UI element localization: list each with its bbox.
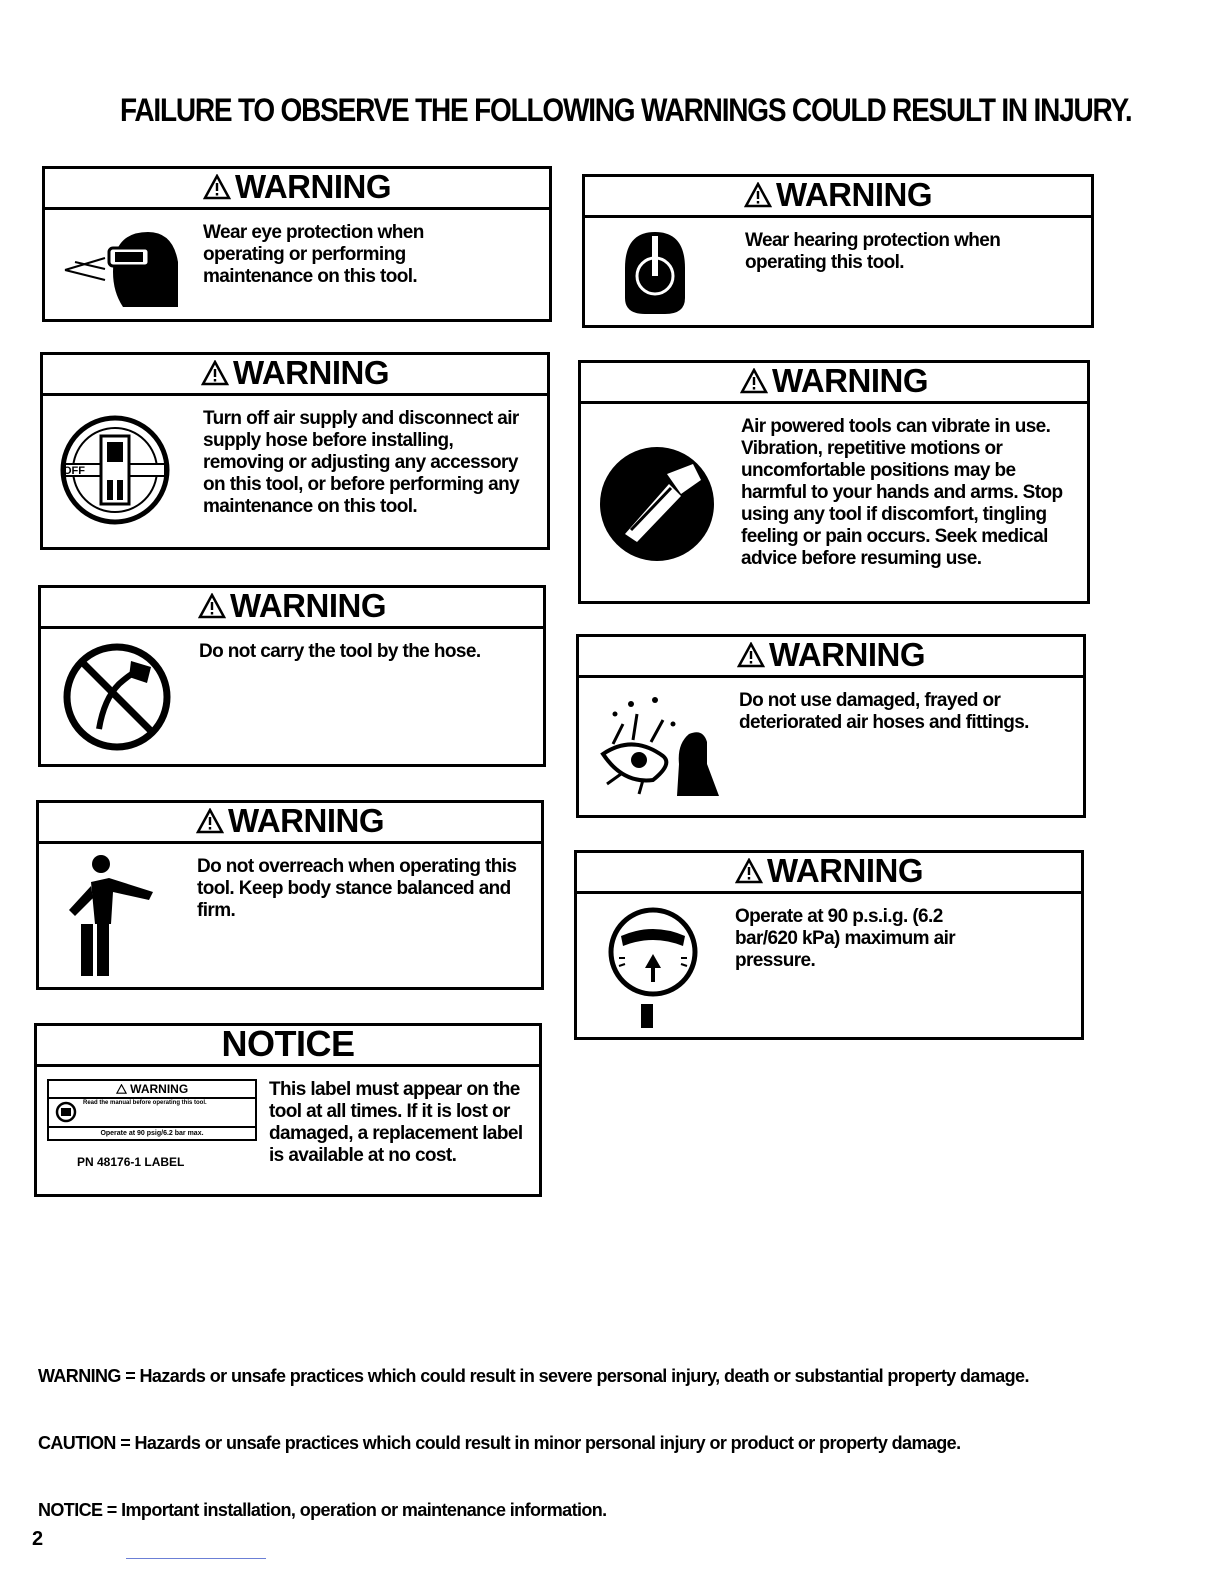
warning-title: WARNING [228, 802, 384, 839]
hearing-protection-icon [615, 228, 695, 318]
warning-title: WARNING [769, 636, 925, 673]
part-number: PN 48176-1 LABEL [77, 1155, 185, 1169]
warning-message: Operate at 90 p.s.i.g. (6.2 bar/620 kPa) maximum air pressure. [735, 906, 956, 971]
overreach-figure-icon [61, 854, 161, 980]
warning-triangle-icon [203, 174, 231, 200]
warning-message: Turn off air supply and disconnect air supply hose before installing, removing or adjusting any accessory on this tool, or before performing any maintenance on this tool. [203, 408, 520, 517]
warning-header [585, 177, 1091, 218]
mini-label-bottom: Operate at 90 psig/6.2 bar max. [49, 1126, 255, 1139]
warning-triangle-icon [740, 368, 768, 394]
warning-eye-protection [42, 166, 552, 322]
page-heading: FAILURE TO OBSERVE THE FOLLOWING WARNINGS COULD RESULT IN INJURY. [120, 92, 1132, 128]
notice-header [37, 1023, 539, 1067]
warning-overreach [36, 800, 544, 990]
warning-message: Do not use damaged, frayed or deteriorated air hoses and fittings. [739, 690, 1029, 733]
warning-header [45, 169, 549, 210]
mini-label-title: WARNING [130, 1082, 189, 1096]
warning-header [581, 363, 1087, 404]
bursting-hose-icon [593, 684, 723, 796]
legend-warning: WARNING = Hazards or unsafe practices which could result in severe personal injury, death or substantial property damage. [38, 1366, 1029, 1386]
notice-title: NOTICE [221, 1023, 355, 1064]
eye-protection-icon [63, 222, 203, 312]
pressure-gauge-icon [607, 906, 703, 1030]
warning-air-supply [40, 352, 550, 550]
warning-vibration [578, 360, 1090, 604]
warning-header [39, 803, 541, 844]
warning-title: WARNING [230, 587, 386, 624]
notice-label-box [34, 1023, 542, 1197]
warning-message: Air powered tools can vibrate in use. Vibration, repetitive motions or uncomfortable positions may be harmful to your hands and arms. Stop using any tool if discomfort, tingling feeling or pain occurs. Seek medical advice before resuming use. [741, 416, 1063, 569]
warning-triangle-icon [196, 808, 224, 834]
warning-triangle-icon [744, 182, 772, 208]
warning-triangle-icon [735, 858, 763, 884]
warning-message: Wear hearing protection when operating this tool. [745, 230, 1001, 273]
warning-carry-hose [38, 585, 546, 767]
warning-triangle-icon [201, 360, 229, 386]
notice-message: This label must appear on the tool at all times. If it is lost or damaged, a replacement label is available at no cost. [269, 1079, 523, 1166]
warning-triangle-icon [198, 593, 226, 619]
warning-header [577, 853, 1081, 894]
warning-title: WARNING [767, 852, 923, 889]
warning-triangle-icon [116, 1084, 127, 1094]
warning-title: WARNING [235, 168, 391, 205]
footer-rule [126, 1558, 266, 1559]
mini-label-header [49, 1081, 255, 1099]
warning-damaged-hoses [576, 634, 1086, 818]
mini-label-text: Read the manual before operating this tool. [83, 1100, 207, 1106]
warning-message: Do not carry the tool by the hose. [199, 641, 481, 662]
warning-header [41, 588, 543, 629]
legend-notice: NOTICE = Important installation, operation or maintenance information. [38, 1500, 607, 1520]
legend-caution: CAUTION = Hazards or unsafe practices which could result in minor personal injury or product or property damage. [38, 1433, 961, 1453]
warning-message: Wear eye protection when operating or performing maintenance on this tool. [203, 222, 424, 287]
warning-triangle-icon [737, 642, 765, 668]
warning-header [579, 637, 1083, 678]
off-label: OFF [63, 465, 85, 477]
disconnect-air-icon [57, 410, 177, 530]
warning-message: Do not overreach when operating this tool. Keep body stance balanced and firm. [197, 856, 517, 921]
vibration-hand-icon [597, 444, 717, 564]
manual-icon [55, 1101, 77, 1123]
warning-max-pressure [574, 850, 1084, 1040]
mini-warning-label [47, 1079, 257, 1141]
warning-hearing-protection [582, 174, 1094, 328]
warning-header [43, 355, 547, 396]
warning-title: WARNING [776, 176, 932, 213]
no-carry-by-hose-icon [59, 639, 175, 755]
warning-title: WARNING [772, 362, 928, 399]
page-number: 2 [32, 1528, 44, 1550]
warning-title: WARNING [233, 354, 389, 391]
